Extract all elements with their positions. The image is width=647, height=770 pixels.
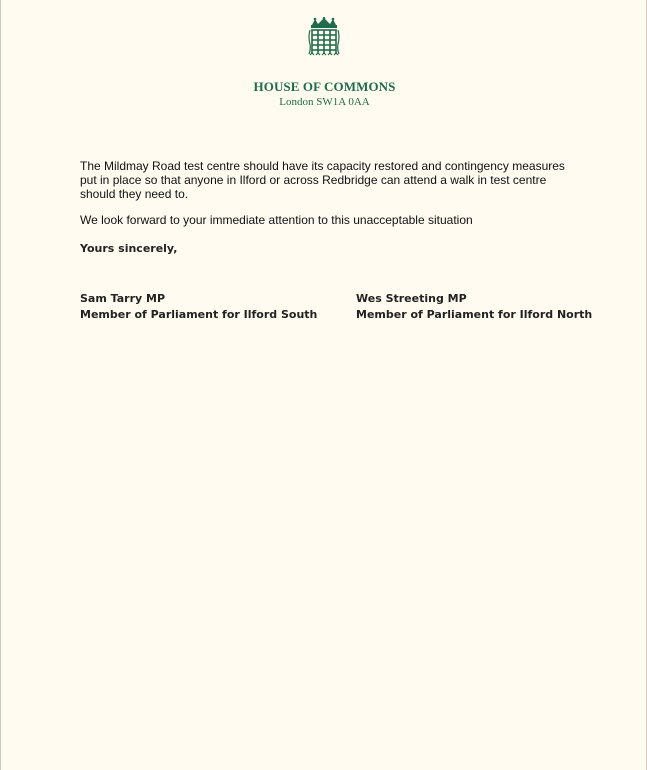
signature-block-right xyxy=(356,291,592,323)
signatory-role: Member of Parliament for Ilford South xyxy=(80,308,318,321)
closing-salutation: Yours sincerely, xyxy=(80,242,178,255)
signatory-name: Sam Tarry MP xyxy=(80,292,166,305)
signatory-role: Member of Parliament for Ilford North xyxy=(356,308,593,321)
letterhead-address: London SW1A 0AA xyxy=(279,96,370,108)
portcullis-crest-icon xyxy=(307,17,341,57)
signature-block-left xyxy=(80,291,317,323)
signatory-name: Wes Streeting MP xyxy=(356,292,467,305)
letterhead-title: HOUSE OF COMMONS xyxy=(253,79,396,94)
body-paragraph-2: We look forward to your immediate attention to this unacceptable situation xyxy=(80,213,473,227)
body-paragraph-1: The Mildmay Road test centre should have its capacity restored and contingency measures put in place so that anyone in Ilford or across Redbridge can attend a walk in test centre should they need to. xyxy=(80,159,565,201)
